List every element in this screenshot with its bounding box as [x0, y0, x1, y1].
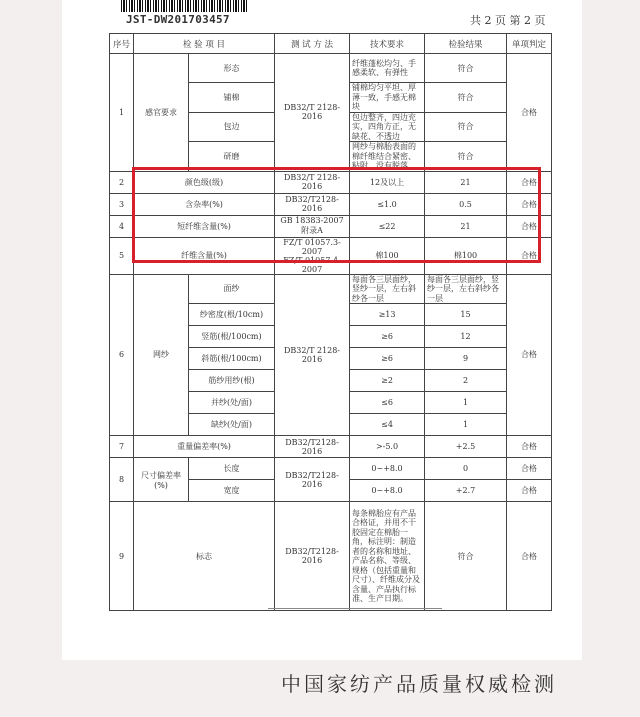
- row-requirement: 每面各三层面纱，竖纱一层，左右斜纱各一层: [350, 274, 425, 304]
- row-seq: 2: [110, 171, 134, 193]
- row-method: DB32/T2128-2016: [275, 458, 350, 502]
- row-verdict: 合格: [507, 480, 552, 502]
- row-seq: 5: [110, 237, 134, 274]
- row-method: DB32/T 2128-2016: [275, 171, 350, 193]
- sub-item: 筋纱用纱(根): [189, 370, 275, 392]
- sub-item: 竖筋(根/100cm): [189, 326, 275, 348]
- sub-item: 斜筋(根/100cm): [189, 348, 275, 370]
- row-requirement: ≤1.0: [350, 193, 425, 215]
- table-row: [110, 502, 552, 611]
- row-method: DB32/T2128-2016: [275, 193, 350, 215]
- row-seq: 8: [110, 458, 134, 502]
- row-verdict: 合格: [507, 171, 552, 193]
- row-requirement: ≤6: [350, 392, 425, 414]
- sub-item: 长度: [189, 458, 275, 480]
- row-result: 1: [425, 414, 507, 436]
- barcode: [121, 0, 247, 12]
- sub-item: 面纱: [189, 274, 275, 304]
- row-seq: 9: [110, 502, 134, 611]
- row-verdict: 合格: [507, 193, 552, 215]
- row-requirement: ≥6: [350, 348, 425, 370]
- row-requirement: 0~+8.0: [350, 458, 425, 480]
- row-seq: 3: [110, 193, 134, 215]
- row-result: 0.5: [425, 193, 507, 215]
- row-result: 符合: [425, 502, 507, 611]
- row-requirement: 每条棉胎应有产品合格证，并用不干胶固定在棉胎一角，标注明：制造者的名称和地址、产品名称、等级、规格（包括重量和尺寸）、纤维成分及含量、产品执行标准、生产日期。: [350, 502, 425, 611]
- row-result: 15: [425, 304, 507, 326]
- row-requirement: 网纱与棉胎表面的棉纤维结合紧密、粘附，没有脱落: [350, 142, 425, 172]
- row-verdict: 合格: [507, 458, 552, 480]
- row-item: 标志: [134, 502, 275, 611]
- row-verdict: 合格: [507, 274, 552, 436]
- row-requirement: 12及以上: [350, 171, 425, 193]
- table-header-row: [110, 34, 552, 54]
- sub-item: 研磨: [189, 142, 275, 172]
- col-header-item: 检 验 项 目: [134, 34, 275, 54]
- table-row: [110, 436, 552, 458]
- row-seq: 7: [110, 436, 134, 458]
- row-verdict: 合格: [507, 502, 552, 611]
- row-item: 网纱: [134, 274, 189, 436]
- signature-line: [268, 608, 442, 609]
- row-result: 符合: [425, 142, 507, 172]
- row-verdict: 合格: [507, 215, 552, 237]
- row-requirement: 纤维蓬松均匀、手感柔软、有弹性: [350, 54, 425, 83]
- sub-item: 纱密度(根/10cm): [189, 304, 275, 326]
- test-report-table: [109, 33, 552, 611]
- page-info: 共 2 页 第 2 页: [470, 14, 546, 27]
- row-result: 符合: [425, 112, 507, 142]
- row-item: 含杂率(%): [134, 193, 275, 215]
- row-item: 重量偏差率(%): [134, 436, 275, 458]
- row-result: +2.5: [425, 436, 507, 458]
- row-method: DB32/T 2128-2016: [275, 54, 350, 172]
- row-item: 感官要求: [134, 54, 189, 172]
- row-item: 尺寸偏差率(%): [134, 458, 189, 502]
- row-method: DB32/T2128-2016: [275, 436, 350, 458]
- row-result: 符合: [425, 54, 507, 83]
- table-row: [110, 54, 552, 83]
- sub-item: 缺纱(处/面): [189, 414, 275, 436]
- highlight-box: [132, 167, 541, 263]
- col-header-seq: 序号: [110, 34, 134, 54]
- footer-caption: 中国家纺产品质量权威检测: [281, 672, 557, 696]
- row-verdict: 合格: [507, 54, 552, 172]
- sub-item: 包边: [189, 112, 275, 142]
- row-requirement: 0~+8.0: [350, 480, 425, 502]
- row-seq: 1: [110, 54, 134, 172]
- row-verdict: 合格: [507, 436, 552, 458]
- row-requirement: ≥6: [350, 326, 425, 348]
- row-result: 21: [425, 215, 507, 237]
- row-requirement: ≥13: [350, 304, 425, 326]
- row-requirement: 包边整齐，四边充实，四角方正，无缺花、不透边: [350, 112, 425, 142]
- row-method: DB32/T 2128-2016: [275, 274, 350, 436]
- row-result: 0: [425, 458, 507, 480]
- row-seq: 4: [110, 215, 134, 237]
- row-method: DB32/T2128-2016: [275, 502, 350, 611]
- row-method: GB 18383-2007附录A: [275, 215, 350, 237]
- row-verdict: 合格: [507, 237, 552, 274]
- col-header-requirement: 技术要求: [350, 34, 425, 54]
- row-requirement: >-5.0: [350, 436, 425, 458]
- row-requirement: 棉100: [350, 237, 425, 274]
- sub-item: 宽度: [189, 480, 275, 502]
- col-header-result: 检验结果: [425, 34, 507, 54]
- sub-item: 形态: [189, 54, 275, 83]
- table-row: [110, 274, 552, 304]
- row-item: 颜色级(级): [134, 171, 275, 193]
- row-result: 1: [425, 392, 507, 414]
- row-method: FZ/T 01057.3-2007 FZ/T 01057.4-2007: [275, 237, 350, 274]
- row-result: 符合: [425, 83, 507, 113]
- row-requirement: ≤4: [350, 414, 425, 436]
- report-id: JST-DW201703457: [126, 13, 230, 26]
- row-result: 棉100: [425, 237, 507, 274]
- row-result: 12: [425, 326, 507, 348]
- row-result: 2: [425, 370, 507, 392]
- row-item: 纤维含量(%): [134, 237, 275, 274]
- col-header-method: 测 试 方 法: [275, 34, 350, 54]
- row-requirement: 铺棉均匀平坦、厚薄一致，手感无棉块: [350, 83, 425, 113]
- row-result: 9: [425, 348, 507, 370]
- sub-item: 并纱(处/面): [189, 392, 275, 414]
- row-result: 21: [425, 171, 507, 193]
- row-requirement: ≥2: [350, 370, 425, 392]
- row-requirement: ≤22: [350, 215, 425, 237]
- row-result: 每面各三层面纱，竖纱一层，左右斜纱各一层: [425, 274, 507, 304]
- row-item: 短纤维含量(%): [134, 215, 275, 237]
- col-header-verdict: 单项判定: [507, 34, 552, 54]
- row-result: +2.7: [425, 480, 507, 502]
- table-row: [110, 458, 552, 480]
- row-seq: 6: [110, 274, 134, 436]
- sub-item: 铺棉: [189, 83, 275, 113]
